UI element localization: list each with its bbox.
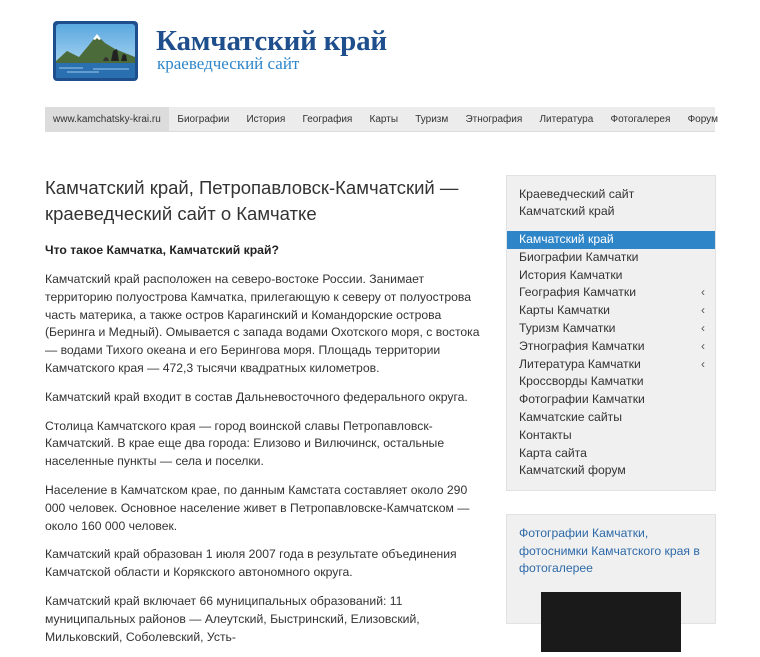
- lead-question: Что такое Камчатка, Камчатский край?: [45, 243, 279, 257]
- sidebar-menu-item[interactable]: [507, 284, 715, 302]
- sidebar: [506, 175, 716, 624]
- gallery-photo[interactable]: [541, 592, 681, 652]
- photo-widget: [506, 514, 716, 624]
- sidebar-menu-item[interactable]: [507, 267, 715, 285]
- sidebar-menu-item-label: Этнография Камчатки: [519, 338, 645, 353]
- sidebar-menu-item[interactable]: [507, 356, 715, 374]
- kamchatka-logo-icon[interactable]: [53, 21, 138, 81]
- site-subtitle: краеведческий сайт: [157, 54, 300, 73]
- sidebar-menu-item[interactable]: [507, 373, 715, 391]
- sidebar-menu-item[interactable]: [507, 391, 715, 409]
- sidebar-menu-item[interactable]: [507, 302, 715, 320]
- page-title: Камчатский край, Петропавловск-Камчатский — краеведческий сайт о Камчатке: [45, 177, 459, 224]
- chevron-left-icon[interactable]: ‹: [701, 285, 705, 300]
- nav-item-ethnography[interactable]: Этнография: [465, 113, 523, 125]
- sidebar-menu-item[interactable]: [507, 409, 715, 427]
- sidebar-menu-item-label: Литература Камчатки: [519, 356, 641, 371]
- paragraph: Население в Камчатском крае, по данным Камстата составляет около 290 000 человек. Основное население живет в Петропавловске-Камчатском — около 160 000 человек.: [45, 482, 470, 533]
- site-title[interactable]: Камчатский край: [156, 25, 387, 57]
- nav-item-home[interactable]: www.kamchatsky-krai.ru: [45, 107, 169, 132]
- chevron-left-icon[interactable]: ‹: [701, 338, 705, 353]
- main-nav: [45, 107, 718, 132]
- paragraph: Камчатский край входит в состав Дальневосточного федерального округа.: [45, 389, 468, 404]
- sidebar-title: Краеведческий сайт Камчатский край: [519, 187, 635, 218]
- main-content: [45, 175, 485, 657]
- sidebar-menu-item[interactable]: [507, 462, 715, 480]
- sidebar-menu: [507, 231, 715, 480]
- nav-item-history[interactable]: История: [246, 113, 286, 125]
- sidebar-menu-item-label: История Камчатки: [519, 267, 623, 282]
- sidebar-menu-item[interactable]: [507, 427, 715, 445]
- sidebar-menu-widget: [506, 175, 716, 491]
- sidebar-menu-item[interactable]: [507, 338, 715, 356]
- sidebar-menu-item-label: Контакты: [519, 427, 572, 442]
- sidebar-menu-item-label: Карта сайта: [519, 445, 587, 460]
- chevron-left-icon[interactable]: ‹: [701, 356, 705, 371]
- sidebar-menu-item[interactable]: [507, 249, 715, 267]
- sidebar-menu-item-label: Карты Камчатки: [519, 303, 610, 318]
- nav-item-literature[interactable]: Литература: [539, 113, 594, 125]
- chevron-left-icon[interactable]: ‹: [701, 320, 705, 335]
- sidebar-menu-item[interactable]: [507, 445, 715, 463]
- nav-item-biographies[interactable]: Биографии: [177, 113, 230, 125]
- paragraph: Столица Камчатского края — город воинской славы Петропавловск-Камчатский. В крае еще два города: Елизово и Вилючинск, остальные населенные пункты — села и поселки.: [45, 418, 445, 469]
- paragraph: Камчатский край расположен на северо-востоке России. Занимает территорию полуострова Камчатка, прилегающую к северу от полуострова часть материка, а также остров Карагинский и Командорские острова (Беринга и Медный). Омывается с запада водами Охотского моря, с востока — водами Тихого океана и его Беринговa моря. Площадь территории Камчатского края — 472,3 тысячи квадратных километров.: [45, 272, 480, 375]
- sidebar-menu-item-label: Камчатские сайты: [519, 409, 622, 424]
- nav-item-tourism[interactable]: Туризм: [415, 113, 449, 125]
- sidebar-menu-item-label: Камчатский край: [519, 232, 614, 246]
- sidebar-menu-item-label: Туризм Камчатки: [519, 320, 616, 335]
- paragraph: Камчатский край образован 1 июля 2007 года в результате объединения Камчатской области и Корякского автономного округа.: [45, 547, 457, 580]
- sidebar-menu-item-label: Камчатский форум: [519, 463, 626, 478]
- sidebar-menu-item-label: Биографии Камчатки: [519, 249, 639, 264]
- sidebar-menu-item-label: Фотографии Камчатки: [519, 392, 645, 407]
- paragraph: Камчатский край включает 66 муниципальных образований: 11 муниципальных районов — Алеутский, Быстринский, Елизовский, Мильковский, Соболевский, Усть-: [45, 593, 420, 644]
- nav-item-maps[interactable]: Карты: [369, 113, 399, 125]
- sidebar-menu-item-label: География Камчатки: [519, 285, 637, 300]
- sidebar-menu-item-label: Кроссворды Камчатки: [519, 374, 644, 389]
- nav-item-photogallery[interactable]: Фотогалерея: [610, 113, 671, 125]
- chevron-left-icon[interactable]: ‹: [701, 303, 705, 318]
- photo-widget-title[interactable]: Фотографии Камчатки, фотоснимки Камчатского края в фотогалерее: [519, 526, 700, 576]
- site-header: [0, 0, 760, 100]
- sidebar-menu-item[interactable]: [507, 320, 715, 338]
- nav-item-forum[interactable]: Форум: [687, 113, 718, 125]
- sidebar-menu-item[interactable]: [507, 231, 715, 249]
- nav-item-geography[interactable]: География: [302, 113, 353, 125]
